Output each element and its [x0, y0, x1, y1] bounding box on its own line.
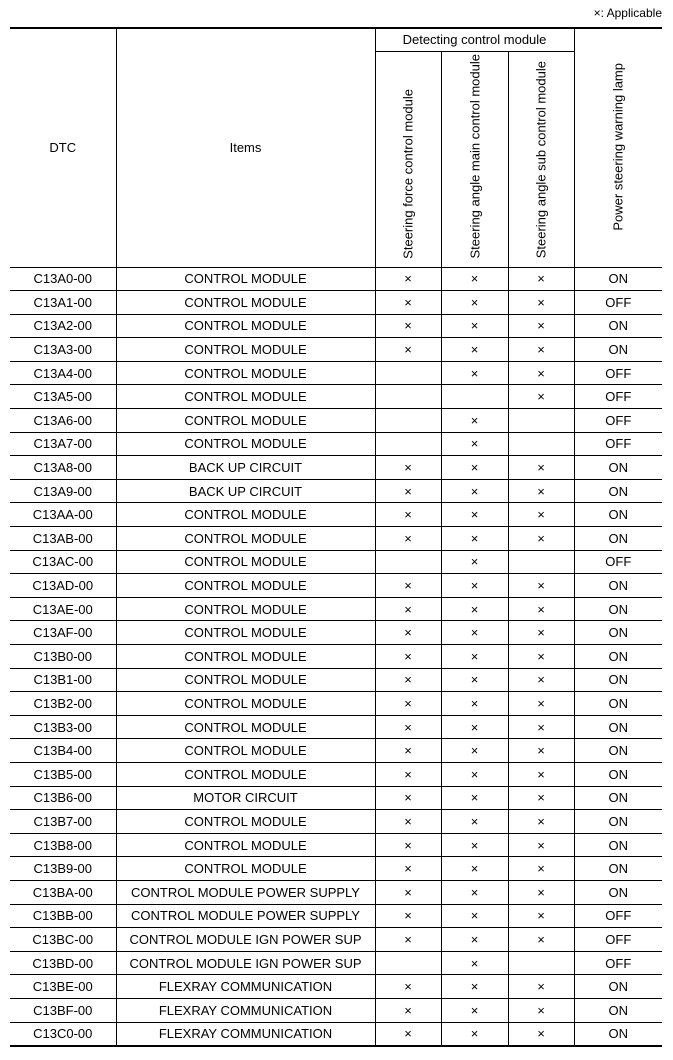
- steering-angle-sub-cell: ×: [508, 314, 574, 338]
- table-row: [10, 574, 662, 598]
- steering-angle-sub-cell: ×: [508, 975, 574, 999]
- steering-angle-main-cell: ×: [441, 361, 508, 385]
- item-cell: FLEXRAY COMMUNICATION: [116, 998, 375, 1022]
- steering-force-cell: ×: [375, 574, 441, 598]
- steering-angle-main-cell: ×: [441, 314, 508, 338]
- steering-angle-sub-cell: ×: [508, 338, 574, 362]
- steering-angle-sub-cell: ×: [508, 880, 574, 904]
- steering-angle-main-cell: ×: [441, 267, 508, 291]
- dtc-cell: C13B8-00: [10, 833, 116, 857]
- warning-lamp-cell: ON: [574, 715, 662, 739]
- steering-angle-sub-cell: ×: [508, 645, 574, 669]
- applicable-legend: ×: Applicable: [593, 6, 662, 20]
- item-cell: CONTROL MODULE: [116, 361, 375, 385]
- dtc-cell: C13A9-00: [10, 479, 116, 503]
- header-steering-angle-main: [441, 51, 508, 267]
- table-row: [10, 998, 662, 1022]
- warning-lamp-cell: OFF: [574, 550, 662, 574]
- warning-lamp-cell: ON: [574, 880, 662, 904]
- dtc-cell: C13AB-00: [10, 527, 116, 551]
- steering-angle-main-cell: ×: [441, 810, 508, 834]
- warning-lamp-cell: ON: [574, 338, 662, 362]
- steering-angle-main-cell: ×: [441, 621, 508, 645]
- table-row: [10, 786, 662, 810]
- item-cell: MOTOR CIRCUIT: [116, 786, 375, 810]
- steering-angle-sub-cell: ×: [508, 692, 574, 716]
- steering-angle-sub-cell: ×: [508, 857, 574, 881]
- warning-lamp-cell: ON: [574, 645, 662, 669]
- steering-angle-main-cell: ×: [441, 409, 508, 433]
- steering-angle-main-cell: ×: [441, 597, 508, 621]
- warning-lamp-cell: ON: [574, 762, 662, 786]
- dtc-cell: C13B4-00: [10, 739, 116, 763]
- table-row: [10, 456, 662, 480]
- item-cell: CONTROL MODULE: [116, 385, 375, 409]
- steering-force-cell: ×: [375, 762, 441, 786]
- steering-angle-sub-cell: [508, 550, 574, 574]
- steering-angle-sub-cell: ×: [508, 361, 574, 385]
- steering-force-cell: ×: [375, 786, 441, 810]
- steering-angle-main-cell: ×: [441, 928, 508, 952]
- table-body: [10, 267, 662, 1046]
- item-cell: CONTROL MODULE: [116, 762, 375, 786]
- warning-lamp-cell: ON: [574, 574, 662, 598]
- steering-force-cell: ×: [375, 692, 441, 716]
- item-cell: CONTROL MODULE IGN POWER SUP: [116, 951, 375, 975]
- steering-angle-main-cell: ×: [441, 574, 508, 598]
- header-steering-angle-sub: [508, 51, 574, 267]
- item-cell: CONTROL MODULE: [116, 692, 375, 716]
- dtc-cell: C13B9-00: [10, 857, 116, 881]
- steering-angle-main-cell: ×: [441, 1022, 508, 1046]
- dtc-cell: C13B7-00: [10, 810, 116, 834]
- steering-angle-main-cell: ×: [441, 739, 508, 763]
- item-cell: CONTROL MODULE: [116, 432, 375, 456]
- steering-angle-sub-cell: ×: [508, 715, 574, 739]
- steering-force-cell: ×: [375, 645, 441, 669]
- warning-lamp-cell: ON: [574, 833, 662, 857]
- item-cell: CONTROL MODULE: [116, 550, 375, 574]
- warning-lamp-cell: ON: [574, 267, 662, 291]
- steering-force-cell: [375, 432, 441, 456]
- table-row: [10, 314, 662, 338]
- item-cell: FLEXRAY COMMUNICATION: [116, 1022, 375, 1046]
- item-cell: CONTROL MODULE: [116, 810, 375, 834]
- header-dtc: DTC: [10, 28, 116, 267]
- steering-angle-main-cell: ×: [441, 715, 508, 739]
- warning-lamp-cell: OFF: [574, 928, 662, 952]
- steering-angle-sub-cell: ×: [508, 527, 574, 551]
- dtc-cell: C13A7-00: [10, 432, 116, 456]
- steering-angle-sub-cell: ×: [508, 762, 574, 786]
- header-items: Items: [116, 28, 375, 267]
- steering-force-cell: ×: [375, 833, 441, 857]
- steering-angle-sub-cell: ×: [508, 291, 574, 315]
- steering-angle-sub-cell: ×: [508, 1022, 574, 1046]
- steering-force-cell: ×: [375, 479, 441, 503]
- table-row: [10, 668, 662, 692]
- dtc-cell: C13B6-00: [10, 786, 116, 810]
- steering-force-cell: [375, 951, 441, 975]
- dtc-cell: C13A8-00: [10, 456, 116, 480]
- table-row: [10, 527, 662, 551]
- warning-lamp-cell: ON: [574, 597, 662, 621]
- item-cell: CONTROL MODULE: [116, 409, 375, 433]
- item-cell: CONTROL MODULE: [116, 338, 375, 362]
- steering-angle-sub-cell: ×: [508, 479, 574, 503]
- steering-force-cell: ×: [375, 668, 441, 692]
- warning-lamp-cell: ON: [574, 479, 662, 503]
- steering-angle-main-cell: ×: [441, 904, 508, 928]
- steering-angle-main-cell: ×: [441, 291, 508, 315]
- table-row: [10, 928, 662, 952]
- steering-force-cell: ×: [375, 527, 441, 551]
- table-row: [10, 479, 662, 503]
- steering-angle-sub-cell: ×: [508, 668, 574, 692]
- table-row: [10, 291, 662, 315]
- steering-force-cell: ×: [375, 810, 441, 834]
- steering-angle-main-cell: ×: [441, 975, 508, 999]
- steering-force-cell: [375, 409, 441, 433]
- steering-angle-main-cell: ×: [441, 692, 508, 716]
- dtc-cell: C13BC-00: [10, 928, 116, 952]
- steering-angle-sub-cell: [508, 409, 574, 433]
- table-row: [10, 267, 662, 291]
- dtc-cell: C13BE-00: [10, 975, 116, 999]
- steering-angle-main-cell: ×: [441, 951, 508, 975]
- item-cell: CONTROL MODULE: [116, 668, 375, 692]
- warning-lamp-cell: OFF: [574, 904, 662, 928]
- steering-angle-sub-cell: ×: [508, 928, 574, 952]
- item-cell: CONTROL MODULE: [116, 597, 375, 621]
- steering-force-cell: ×: [375, 456, 441, 480]
- item-cell: CONTROL MODULE: [116, 527, 375, 551]
- table-row: [10, 1022, 662, 1046]
- dtc-cell: C13C0-00: [10, 1022, 116, 1046]
- steering-angle-main-cell: ×: [441, 998, 508, 1022]
- steering-force-cell: ×: [375, 975, 441, 999]
- table-row: [10, 810, 662, 834]
- table-row: [10, 715, 662, 739]
- header-detecting-control-module: Detecting control module: [375, 28, 574, 51]
- warning-lamp-cell: ON: [574, 739, 662, 763]
- header-steering-angle-sub-label: Steering angle sub control module: [533, 61, 549, 259]
- steering-angle-main-cell: ×: [441, 503, 508, 527]
- steering-angle-sub-cell: ×: [508, 739, 574, 763]
- dtc-cell: C13BA-00: [10, 880, 116, 904]
- steering-force-cell: ×: [375, 857, 441, 881]
- steering-angle-main-cell: ×: [441, 786, 508, 810]
- steering-angle-sub-cell: ×: [508, 267, 574, 291]
- steering-angle-sub-cell: ×: [508, 998, 574, 1022]
- dtc-cell: C13A0-00: [10, 267, 116, 291]
- warning-lamp-cell: OFF: [574, 291, 662, 315]
- steering-angle-sub-cell: ×: [508, 786, 574, 810]
- table-row: [10, 409, 662, 433]
- dtc-cell: C13B3-00: [10, 715, 116, 739]
- item-cell: CONTROL MODULE: [116, 621, 375, 645]
- warning-lamp-cell: ON: [574, 1022, 662, 1046]
- dtc-cell: C13AA-00: [10, 503, 116, 527]
- table-row: [10, 361, 662, 385]
- steering-angle-sub-cell: ×: [508, 503, 574, 527]
- steering-angle-main-cell: ×: [441, 762, 508, 786]
- dtc-cell: C13BB-00: [10, 904, 116, 928]
- table-row: [10, 975, 662, 999]
- dtc-cell: C13A2-00: [10, 314, 116, 338]
- steering-force-cell: ×: [375, 928, 441, 952]
- item-cell: CONTROL MODULE POWER SUPPLY: [116, 880, 375, 904]
- steering-angle-sub-cell: ×: [508, 456, 574, 480]
- warning-lamp-cell: ON: [574, 503, 662, 527]
- dtc-cell: C13A6-00: [10, 409, 116, 433]
- steering-force-cell: [375, 550, 441, 574]
- item-cell: BACK UP CIRCUIT: [116, 456, 375, 480]
- table-row: [10, 880, 662, 904]
- steering-force-cell: ×: [375, 1022, 441, 1046]
- steering-force-cell: ×: [375, 291, 441, 315]
- table-row: [10, 550, 662, 574]
- table-row: [10, 692, 662, 716]
- dtc-cell: C13BD-00: [10, 951, 116, 975]
- item-cell: FLEXRAY COMMUNICATION: [116, 975, 375, 999]
- item-cell: CONTROL MODULE: [116, 645, 375, 669]
- table-row: [10, 762, 662, 786]
- dtc-cell: C13A1-00: [10, 291, 116, 315]
- item-cell: CONTROL MODULE: [116, 715, 375, 739]
- item-cell: CONTROL MODULE: [116, 314, 375, 338]
- steering-angle-main-cell: ×: [441, 338, 508, 362]
- item-cell: CONTROL MODULE: [116, 739, 375, 763]
- steering-angle-main-cell: ×: [441, 527, 508, 551]
- item-cell: CONTROL MODULE: [116, 857, 375, 881]
- dtc-cell: C13AD-00: [10, 574, 116, 598]
- table-row: [10, 645, 662, 669]
- header-steering-angle-main-label: Steering angle main control module: [467, 53, 482, 259]
- table-row: [10, 432, 662, 456]
- table-row: [10, 621, 662, 645]
- item-cell: CONTROL MODULE: [116, 833, 375, 857]
- steering-force-cell: [375, 361, 441, 385]
- warning-lamp-cell: ON: [574, 786, 662, 810]
- table-row: [10, 338, 662, 362]
- steering-angle-main-cell: ×: [441, 550, 508, 574]
- warning-lamp-cell: ON: [574, 692, 662, 716]
- item-cell: CONTROL MODULE: [116, 291, 375, 315]
- dtc-cell: C13A5-00: [10, 385, 116, 409]
- dtc-cell: C13B1-00: [10, 668, 116, 692]
- warning-lamp-cell: OFF: [574, 361, 662, 385]
- table-row: [10, 951, 662, 975]
- dtc-cell: C13AE-00: [10, 597, 116, 621]
- dtc-cell: C13B5-00: [10, 762, 116, 786]
- steering-angle-main-cell: ×: [441, 668, 508, 692]
- warning-lamp-cell: ON: [574, 456, 662, 480]
- table-row: [10, 833, 662, 857]
- warning-lamp-cell: ON: [574, 857, 662, 881]
- table-row: [10, 385, 662, 409]
- steering-angle-sub-cell: ×: [508, 597, 574, 621]
- steering-force-cell: ×: [375, 267, 441, 291]
- warning-lamp-cell: OFF: [574, 409, 662, 433]
- table-row: [10, 597, 662, 621]
- steering-angle-main-cell: ×: [441, 432, 508, 456]
- steering-force-cell: ×: [375, 715, 441, 739]
- dtc-cell: C13AF-00: [10, 621, 116, 645]
- steering-force-cell: ×: [375, 998, 441, 1022]
- warning-lamp-cell: ON: [574, 975, 662, 999]
- item-cell: CONTROL MODULE POWER SUPPLY: [116, 904, 375, 928]
- steering-angle-main-cell: ×: [441, 645, 508, 669]
- steering-angle-sub-cell: ×: [508, 385, 574, 409]
- warning-lamp-cell: ON: [574, 527, 662, 551]
- steering-force-cell: ×: [375, 621, 441, 645]
- steering-angle-main-cell: ×: [441, 833, 508, 857]
- steering-angle-sub-cell: ×: [508, 904, 574, 928]
- warning-lamp-cell: OFF: [574, 951, 662, 975]
- steering-force-cell: ×: [375, 739, 441, 763]
- steering-angle-sub-cell: ×: [508, 574, 574, 598]
- item-cell: CONTROL MODULE: [116, 574, 375, 598]
- dtc-cell: C13B2-00: [10, 692, 116, 716]
- table-row: [10, 904, 662, 928]
- dtc-table: [10, 27, 662, 1047]
- steering-angle-main-cell: ×: [441, 479, 508, 503]
- dtc-cell: C13B0-00: [10, 645, 116, 669]
- item-cell: CONTROL MODULE IGN POWER SUP: [116, 928, 375, 952]
- steering-force-cell: ×: [375, 597, 441, 621]
- steering-angle-main-cell: ×: [441, 857, 508, 881]
- steering-angle-main-cell: ×: [441, 880, 508, 904]
- warning-lamp-cell: ON: [574, 668, 662, 692]
- warning-lamp-cell: ON: [574, 314, 662, 338]
- warning-lamp-cell: OFF: [574, 432, 662, 456]
- table-row: [10, 739, 662, 763]
- header-warning-lamp-label: Power steering warning lamp: [610, 62, 626, 231]
- table-row: [10, 857, 662, 881]
- steering-angle-sub-cell: [508, 432, 574, 456]
- warning-lamp-cell: ON: [574, 810, 662, 834]
- warning-lamp-cell: OFF: [574, 385, 662, 409]
- header-warning-lamp: [574, 28, 662, 267]
- header-steering-force-label: Steering force control module: [400, 88, 416, 259]
- steering-angle-sub-cell: ×: [508, 833, 574, 857]
- table-row: [10, 503, 662, 527]
- warning-lamp-cell: ON: [574, 998, 662, 1022]
- steering-force-cell: ×: [375, 904, 441, 928]
- steering-force-cell: ×: [375, 314, 441, 338]
- dtc-cell: C13BF-00: [10, 998, 116, 1022]
- dtc-cell: C13A4-00: [10, 361, 116, 385]
- steering-angle-sub-cell: [508, 951, 574, 975]
- warning-lamp-cell: ON: [574, 621, 662, 645]
- steering-angle-sub-cell: ×: [508, 810, 574, 834]
- item-cell: BACK UP CIRCUIT: [116, 479, 375, 503]
- header-steering-force: [375, 51, 441, 267]
- steering-angle-main-cell: [441, 385, 508, 409]
- steering-force-cell: [375, 385, 441, 409]
- item-cell: CONTROL MODULE: [116, 267, 375, 291]
- dtc-cell: C13AC-00: [10, 550, 116, 574]
- item-cell: CONTROL MODULE: [116, 503, 375, 527]
- steering-angle-sub-cell: ×: [508, 621, 574, 645]
- steering-force-cell: ×: [375, 503, 441, 527]
- steering-force-cell: ×: [375, 338, 441, 362]
- steering-angle-main-cell: ×: [441, 456, 508, 480]
- steering-force-cell: ×: [375, 880, 441, 904]
- dtc-cell: C13A3-00: [10, 338, 116, 362]
